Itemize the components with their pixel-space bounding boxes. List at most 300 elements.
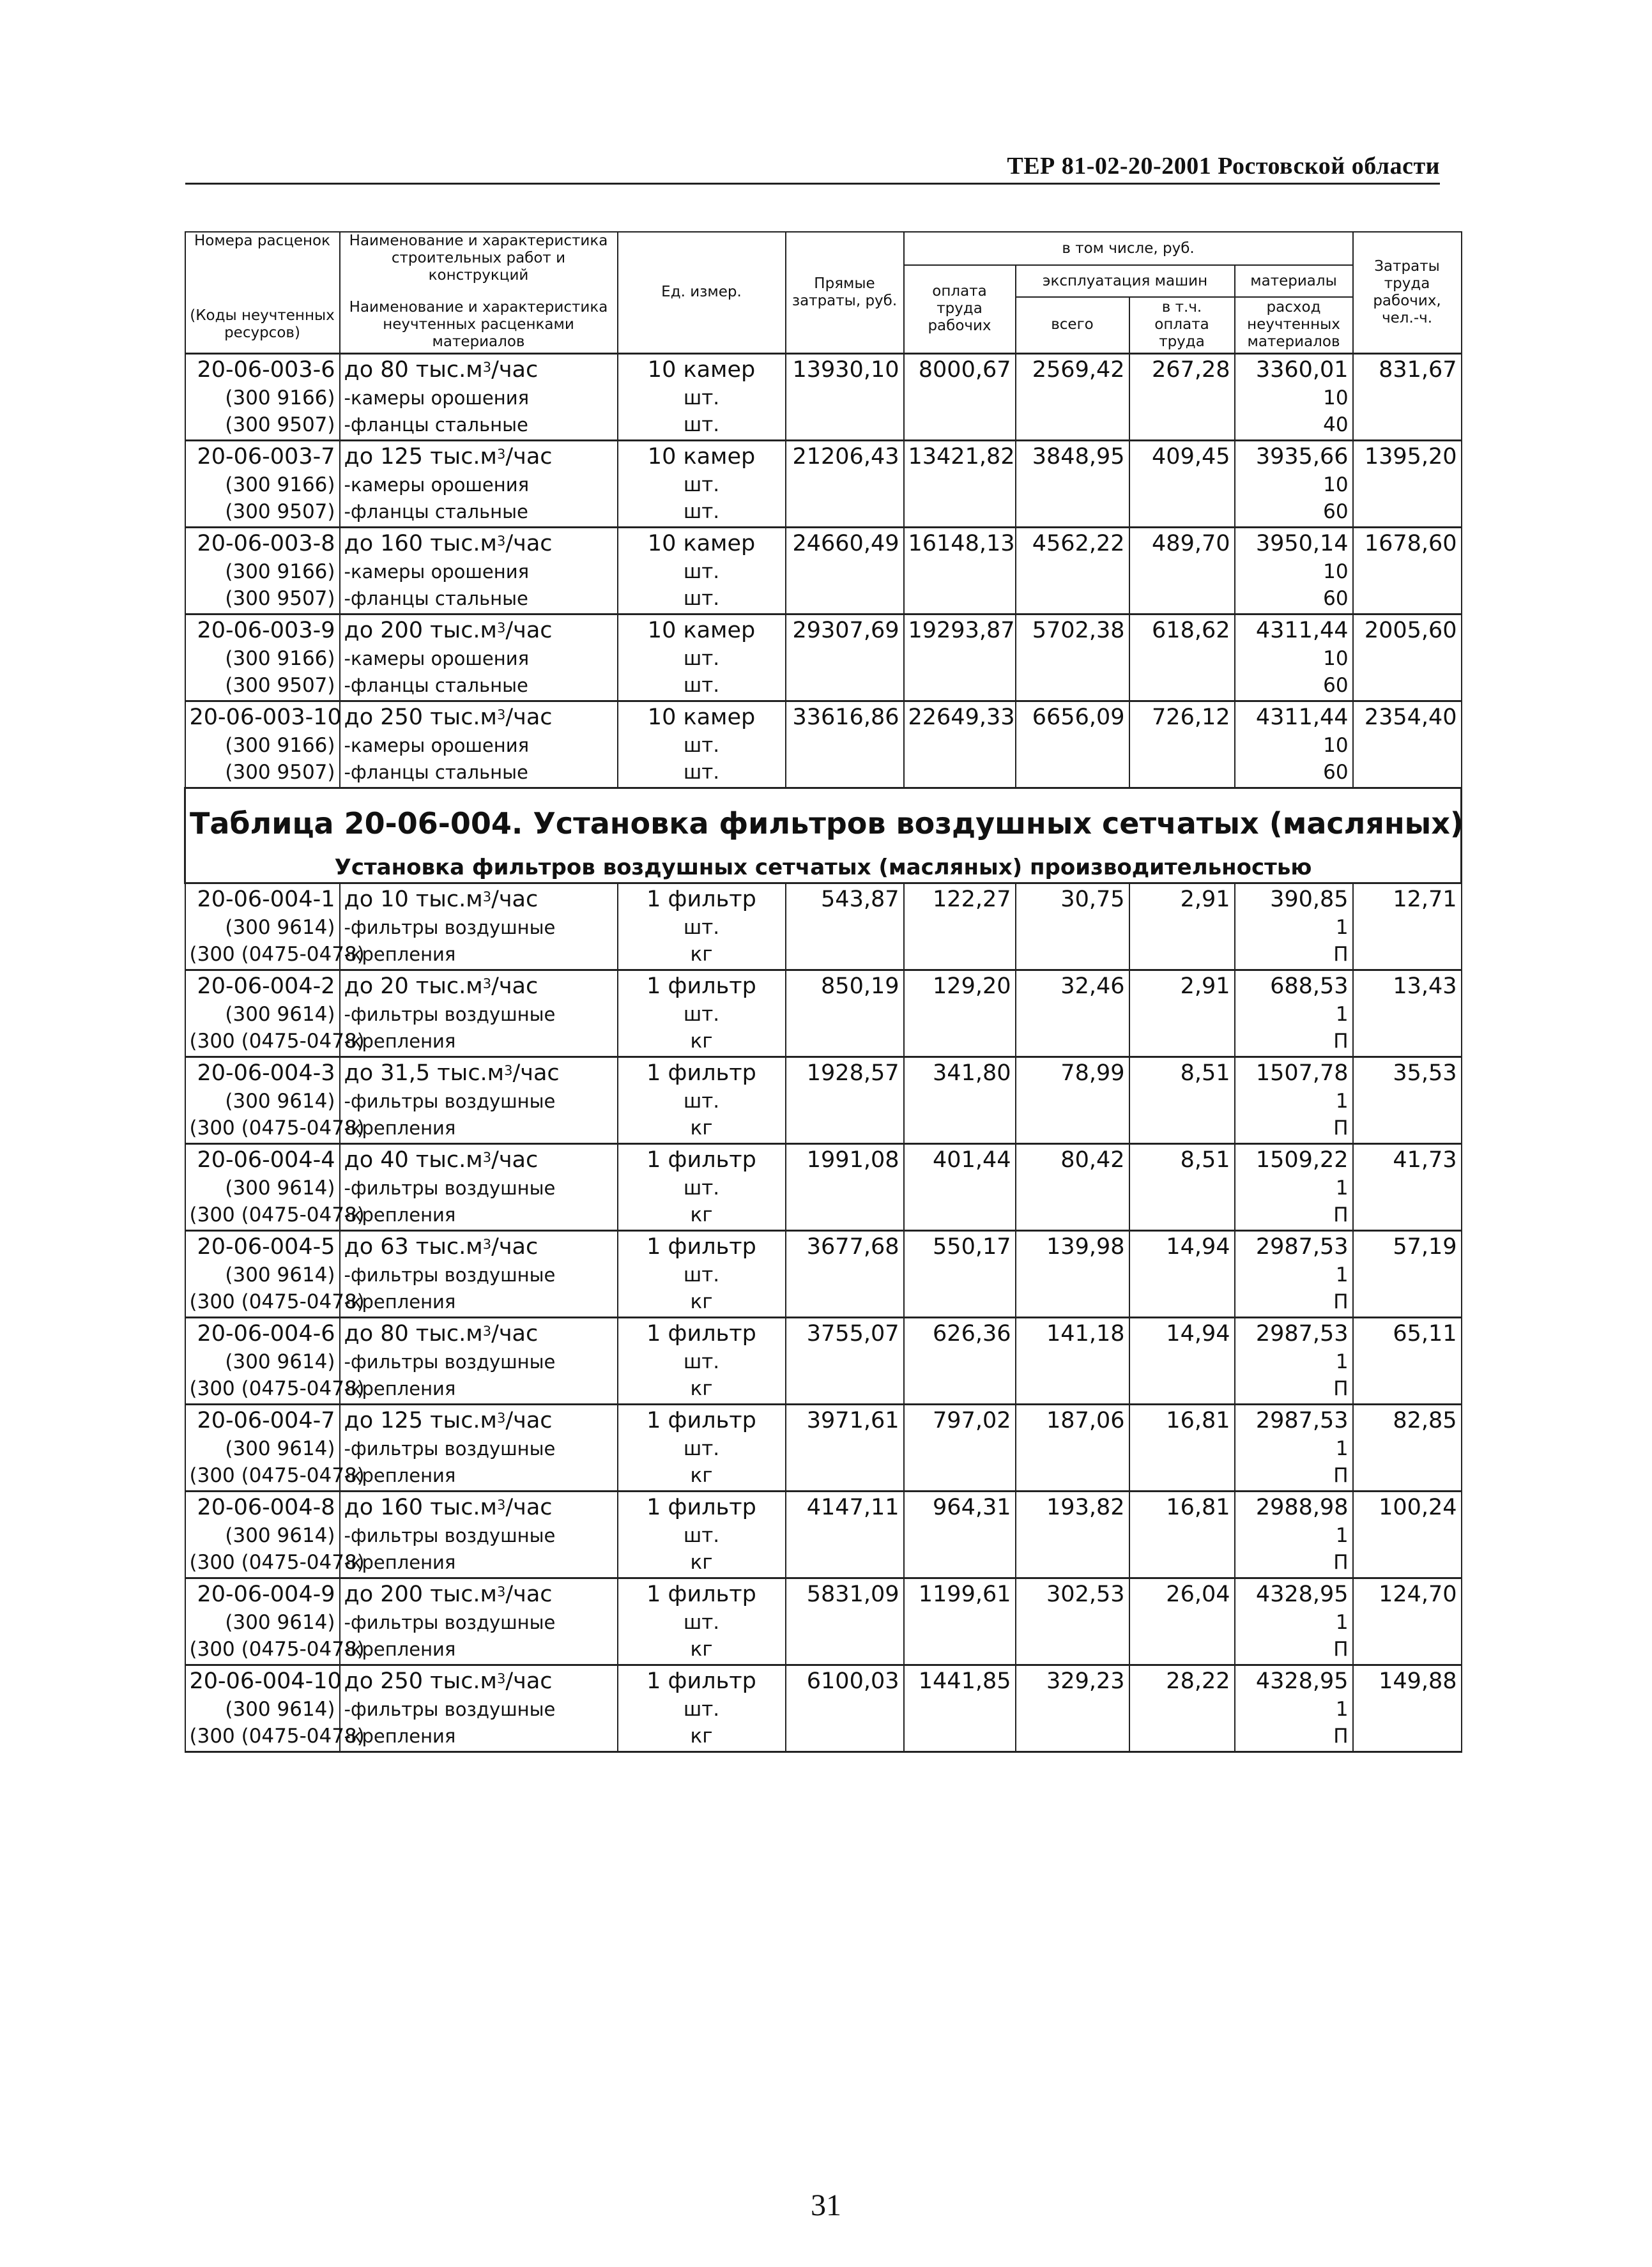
work-name-suffix: /час [505,617,553,643]
rate-code: 20-06-003-6 [185,353,340,385]
machines-total: 32,46 [1016,970,1129,1001]
empty-cell [1016,759,1129,788]
work-name-suffix: /час [491,1320,539,1347]
empty-cell [1353,1115,1462,1144]
empty-cell [1129,1202,1235,1231]
rate-code: 20-06-004-7 [185,1404,340,1435]
empty-cell [1353,1435,1462,1462]
empty-cell [904,672,1016,701]
labor-hours: 100,24 [1353,1491,1462,1522]
empty-cell [1016,1696,1129,1723]
resource-unit: кг [618,1549,786,1578]
labor-pay: 550,17 [904,1230,1016,1262]
empty-cell [786,1522,904,1549]
rate-code: 20-06-003-10 [185,701,340,732]
empty-cell [904,1375,1016,1405]
header-direct: Прямые затраты, руб. [786,232,904,353]
resource-qty: П [1235,1288,1353,1318]
resource-row [185,498,1462,528]
empty-cell [1353,1696,1462,1723]
table-row [185,970,1462,1001]
resource-name: -крепления [340,1028,618,1057]
labor-hours: 831,67 [1353,353,1462,385]
empty-cell [1016,672,1129,701]
unit: 1 фильтр [618,1230,786,1262]
table-title: Таблица 20-06-004. Установка фильтров воздушных сетчатых (масляных) [185,788,1462,843]
machines-pay: 16,81 [1129,1491,1235,1522]
resource-unit: кг [618,1462,786,1492]
work-name-suffix: /час [505,1581,553,1607]
resource-code: (300 9614) [185,1088,340,1115]
labor-pay: 341,80 [904,1057,1016,1088]
header-labor: Затраты труда рабочих, чел.-ч. [1353,232,1462,353]
running-head-text: ТЕР 81-02-20-2001 Ростовской области [1007,153,1440,179]
work-name-suffix: /час [505,1407,553,1433]
resource-unit: шт. [618,1609,786,1636]
labor-pay: 797,02 [904,1404,1016,1435]
resource-row [185,645,1462,672]
resource-row [185,759,1462,788]
unit: 1 фильтр [618,1057,786,1088]
table-row [185,353,1462,385]
rate-code: 20-06-004-2 [185,970,340,1001]
table-header [185,232,1462,353]
rate-code: 20-06-004-9 [185,1578,340,1609]
resource-name: -фланцы стальные [340,411,618,441]
resource-qty: П [1235,1636,1353,1665]
header-name: Наименование и характеристика строительных работ и конструкций [340,232,618,297]
empty-cell [1129,1175,1235,1202]
empty-cell [786,672,904,701]
resource-name: -камеры орошения [340,471,618,498]
resource-code: (300 9166) [185,645,340,672]
header-machines-pay: в т.ч. оплата труда [1129,297,1235,353]
header-materials-rate: расход неучтенных материалов [1235,297,1353,353]
empty-cell [904,1696,1016,1723]
resource-name: -крепления [340,1375,618,1405]
table-body-20-06-003 [185,353,1462,788]
work-name-text: до 80 тыс.м [344,356,483,383]
table-row [185,440,1462,471]
empty-cell [1353,1001,1462,1028]
unit-superscript: 3 [496,1410,506,1426]
empty-cell [1129,1288,1235,1318]
table-subtitle: Установка фильтров воздушных сетчатых (масляных) производительностью [185,843,1462,883]
resource-name: -крепления [340,1636,618,1665]
unit-superscript: 3 [496,1584,506,1599]
rate-code: 20-06-004-3 [185,1057,340,1088]
empty-cell [786,1028,904,1057]
direct-cost: 21206,43 [786,440,904,471]
unit-superscript: 3 [496,706,506,722]
resource-code: (300 9614) [185,1522,340,1549]
empty-cell [904,558,1016,585]
unit-superscript: 3 [496,446,506,462]
unit: 1 фильтр [618,1578,786,1609]
empty-cell [1353,498,1462,528]
materials-cost: 688,53 [1235,970,1353,1001]
rate-code: 20-06-003-9 [185,614,340,645]
empty-cell [1016,1462,1129,1492]
resource-row [185,732,1462,759]
resource-row [185,471,1462,498]
resource-qty: 60 [1235,759,1353,788]
resource-code: (300 (0475-0478) [185,1115,340,1144]
resource-unit: шт. [618,1435,786,1462]
empty-cell [786,1001,904,1028]
resource-qty: П [1235,941,1353,970]
machines-pay: 726,12 [1129,701,1235,732]
direct-cost: 5831,09 [786,1578,904,1609]
resource-unit: кг [618,1028,786,1057]
resource-unit: кг [618,1375,786,1405]
empty-cell [1129,1115,1235,1144]
work-name-suffix: /час [505,1494,553,1520]
direct-cost: 1991,08 [786,1143,904,1175]
empty-cell [1353,1723,1462,1752]
empty-cell [904,1115,1016,1144]
resource-code: (300 (0475-0478) [185,1202,340,1231]
machines-pay: 267,28 [1129,353,1235,385]
labor-hours: 1395,20 [1353,440,1462,471]
resource-name: -фланцы стальные [340,759,618,788]
empty-cell [1353,585,1462,614]
resource-name: -фильтры воздушные [340,1088,618,1115]
unit: 1 фильтр [618,1143,786,1175]
resource-qty: П [1235,1375,1353,1405]
empty-cell [904,1028,1016,1057]
resource-code: (300 9614) [185,1175,340,1202]
empty-cell [1353,1088,1462,1115]
empty-cell [1353,672,1462,701]
resource-row [185,1522,1462,1549]
machines-total: 30,75 [1016,883,1129,914]
unit-superscript: 3 [482,975,492,991]
work-name [340,883,618,914]
resource-row [185,1202,1462,1231]
resource-code: (300 9166) [185,385,340,411]
resource-code: (300 9507) [185,585,340,614]
empty-cell [1353,411,1462,441]
header-labor-pay: оплата труда рабочих [904,265,1016,353]
resource-unit: шт. [618,385,786,411]
resource-name: -фильтры воздушные [340,1696,618,1723]
labor-hours: 13,43 [1353,970,1462,1001]
unit-superscript: 3 [496,1670,506,1686]
work-name [340,527,618,558]
table-row [185,1578,1462,1609]
work-name-text: до 80 тыс.м [344,1320,483,1347]
rate-code: 20-06-004-6 [185,1317,340,1348]
machines-total: 78,99 [1016,1057,1129,1088]
empty-cell [1016,914,1129,941]
empty-cell [786,1375,904,1405]
empty-cell [1353,1028,1462,1057]
empty-cell [1353,1202,1462,1231]
unit-superscript: 3 [496,620,506,636]
resource-qty: 10 [1235,732,1353,759]
resource-qty: П [1235,1115,1353,1144]
empty-cell [786,585,904,614]
empty-cell [1129,558,1235,585]
resource-unit: шт. [618,471,786,498]
work-name [340,614,618,645]
resource-code: (300 9614) [185,1001,340,1028]
machines-total: 3848,95 [1016,440,1129,471]
resource-row [185,1088,1462,1115]
resource-qty: 1 [1235,1522,1353,1549]
resource-name: -фильтры воздушные [340,1175,618,1202]
empty-cell [1016,411,1129,441]
empty-cell [786,1723,904,1752]
direct-cost: 3971,61 [786,1404,904,1435]
resource-qty: П [1235,1723,1353,1752]
empty-cell [904,1549,1016,1578]
unit: 10 камер [618,527,786,558]
labor-pay: 964,31 [904,1491,1016,1522]
resource-unit: шт. [618,914,786,941]
header-unit: Ед. измер. [618,232,786,353]
resource-row [185,585,1462,614]
empty-cell [1353,1522,1462,1549]
machines-pay: 409,45 [1129,440,1235,471]
resource-name: -фильтры воздушные [340,1001,618,1028]
resource-qty: 1 [1235,1696,1353,1723]
unit-superscript: 3 [496,1497,506,1513]
labor-hours: 1678,60 [1353,527,1462,558]
machines-pay: 14,94 [1129,1317,1235,1348]
resource-unit: шт. [618,1001,786,1028]
labor-hours: 82,85 [1353,1404,1462,1435]
resource-qty: П [1235,1462,1353,1492]
empty-cell [786,1262,904,1288]
resource-qty: 60 [1235,672,1353,701]
resource-code: (300 (0475-0478) [185,1636,340,1665]
machines-total: 2569,42 [1016,353,1129,385]
empty-cell [1129,1375,1235,1405]
machines-pay: 8,51 [1129,1143,1235,1175]
empty-cell [786,498,904,528]
resource-unit: шт. [618,498,786,528]
empty-cell [1129,1028,1235,1057]
resource-qty: 1 [1235,1348,1353,1375]
empty-cell [1129,585,1235,614]
table-row [185,1665,1462,1696]
resource-code: (300 9166) [185,732,340,759]
empty-cell [1016,1348,1129,1375]
unit: 10 камер [618,353,786,385]
resource-row [185,914,1462,941]
unit-superscript: 3 [504,1062,513,1078]
resource-code: (300 9614) [185,1348,340,1375]
empty-cell [786,1636,904,1665]
work-name [340,970,618,1001]
labor-pay: 122,27 [904,883,1016,914]
resource-unit: кг [618,1202,786,1231]
work-name-text: до 250 тыс.м [344,704,497,730]
resource-unit: кг [618,1115,786,1144]
work-name-text: до 40 тыс.м [344,1147,483,1173]
labor-pay: 22649,33 [904,701,1016,732]
header-machines: эксплуатация машин [1016,265,1235,297]
labor-hours: 57,19 [1353,1230,1462,1262]
empty-cell [904,385,1016,411]
empty-cell [1016,1262,1129,1288]
empty-cell [1353,385,1462,411]
resource-unit: шт. [618,1175,786,1202]
empty-cell [1129,1088,1235,1115]
table-row [185,1317,1462,1348]
resource-unit: шт. [618,732,786,759]
machines-total: 187,06 [1016,1404,1129,1435]
resource-row [185,1115,1462,1144]
resource-code: (300 9507) [185,411,340,441]
machines-pay: 28,22 [1129,1665,1235,1696]
empty-cell [1353,941,1462,970]
machines-pay: 2,91 [1129,970,1235,1001]
resource-row [185,1636,1462,1665]
resource-code: (300 (0475-0478) [185,1462,340,1492]
direct-cost: 850,19 [786,970,904,1001]
machines-total: 302,53 [1016,1578,1129,1609]
machines-pay: 26,04 [1129,1578,1235,1609]
empty-cell [1353,759,1462,788]
labor-pay: 8000,67 [904,353,1016,385]
table-row [185,1143,1462,1175]
resource-code: (300 9614) [185,1696,340,1723]
resource-code: (300 9614) [185,914,340,941]
empty-cell [786,411,904,441]
work-name-suffix: /час [491,356,539,383]
empty-cell [1129,471,1235,498]
empty-cell [786,1462,904,1492]
empty-cell [786,1609,904,1636]
resource-name: -крепления [340,1202,618,1231]
work-name-suffix: /час [505,530,553,556]
work-name-suffix: /час [491,1147,539,1173]
empty-cell [904,914,1016,941]
resource-unit: шт. [618,1522,786,1549]
table-row [185,614,1462,645]
empty-cell [1129,1549,1235,1578]
table-caption-block [185,788,1462,883]
direct-cost: 4147,11 [786,1491,904,1522]
empty-cell [1016,498,1129,528]
table-row [185,1491,1462,1522]
work-name [340,1317,618,1348]
unit: 1 фильтр [618,970,786,1001]
rate-code: 20-06-003-8 [185,527,340,558]
resource-unit: шт. [618,672,786,701]
materials-cost: 4328,95 [1235,1665,1353,1696]
work-name-suffix: /час [505,704,553,730]
empty-cell [904,411,1016,441]
empty-cell [786,941,904,970]
rate-code: 20-06-004-5 [185,1230,340,1262]
direct-cost: 24660,49 [786,527,904,558]
machines-total: 141,18 [1016,1317,1129,1348]
work-name [340,1491,618,1522]
resource-name: -фланцы стальные [340,498,618,528]
empty-cell [1016,1522,1129,1549]
work-name-suffix: /час [505,443,553,469]
empty-cell [1353,1462,1462,1492]
empty-cell [904,941,1016,970]
direct-cost: 29307,69 [786,614,904,645]
empty-cell [1129,1636,1235,1665]
empty-cell [1016,1175,1129,1202]
labor-pay: 401,44 [904,1143,1016,1175]
unit-superscript: 3 [482,889,492,905]
resource-row [185,411,1462,441]
machines-total: 4562,22 [1016,527,1129,558]
direct-cost: 13930,10 [786,353,904,385]
resource-qty: 10 [1235,471,1353,498]
labor-pay: 1199,61 [904,1578,1016,1609]
empty-cell [904,1088,1016,1115]
materials-cost: 4311,44 [1235,701,1353,732]
empty-cell [786,471,904,498]
empty-cell [904,471,1016,498]
resource-name: -фильтры воздушные [340,1348,618,1375]
empty-cell [1353,471,1462,498]
resource-qty: 10 [1235,645,1353,672]
resource-row [185,1696,1462,1723]
labor-hours: 149,88 [1353,1665,1462,1696]
resource-name: -фильтры воздушные [340,1262,618,1288]
work-name [340,1230,618,1262]
machines-pay: 16,81 [1129,1404,1235,1435]
machines-total: 5702,38 [1016,614,1129,645]
work-name-text: до 63 тыс.м [344,1233,483,1260]
labor-pay: 16148,13 [904,527,1016,558]
empty-cell [1129,1723,1235,1752]
resource-name: -фильтры воздушные [340,1609,618,1636]
empty-cell [786,1115,904,1144]
resource-code: (300 9614) [185,1262,340,1288]
empty-cell [786,759,904,788]
empty-cell [1016,585,1129,614]
work-name [340,1578,618,1609]
resource-code: (300 (0475-0478) [185,1723,340,1752]
empty-cell [1129,941,1235,970]
resource-name: -крепления [340,941,618,970]
resource-qty: 40 [1235,411,1353,441]
empty-cell [1353,1175,1462,1202]
empty-cell [1353,1348,1462,1375]
empty-cell [904,1202,1016,1231]
empty-cell [1016,1202,1129,1231]
resource-name: -камеры орошения [340,645,618,672]
table-row [185,527,1462,558]
empty-cell [1016,1001,1129,1028]
materials-cost: 3935,66 [1235,440,1353,471]
empty-cell [904,1462,1016,1492]
resource-code: (300 (0475-0478) [185,1028,340,1057]
materials-cost: 390,85 [1235,883,1353,914]
table-row [185,1404,1462,1435]
page-number: 31 [811,2188,841,2222]
labor-hours: 124,70 [1353,1578,1462,1609]
work-name-suffix: /час [512,1060,560,1086]
unit: 1 фильтр [618,883,786,914]
resource-name: -камеры орошения [340,385,618,411]
empty-cell [1016,1288,1129,1318]
resource-qty: 1 [1235,1175,1353,1202]
resource-row [185,1001,1462,1028]
empty-cell [1016,471,1129,498]
resource-code: (300 (0475-0478) [185,941,340,970]
